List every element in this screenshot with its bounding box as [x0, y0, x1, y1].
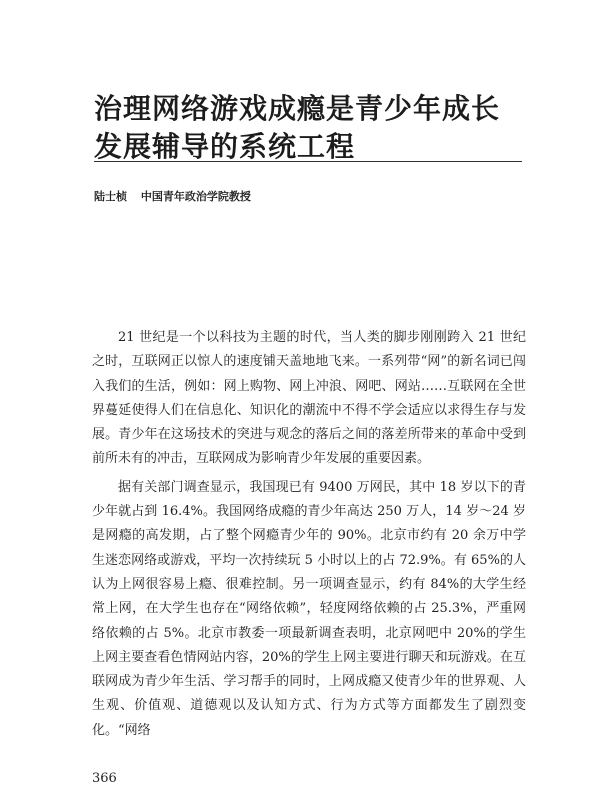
title-divider	[94, 161, 522, 162]
paragraph-2: 据有关部门调查显示，我国现已有 9400 万网民，其中 18 岁以下的青少年就占到 16.4%。我国网络成瘾的青少年高达 250 万人，14 岁～24 岁是网瘾的高发期，占了整个网瘾青少年的 90%。北京市约有 20 余万中学生迷恋网络或游戏，平均一次持续玩 5 小时以上的占 72.9%。有 65%的人认为上网很容易上瘾、很难控制。另一项调查显示，约有 84%的大学生经常上网，在大学生也存在“网络依赖”，轻度网络依赖的占 25.3%，严重网络依赖的占 5%。北京市教委一项最新调查表明，北京网吧中 20%的学生上网主要查看色情网站内容，20%的学生上网主要进行聊天和玩游戏。在互联网成为青少年生活、学习帮手的同时，上网成瘾又使青少年的世界观、人生观、价值观、道德观以及认知方式、行为方式等方面都发生了剧烈变化。“网络	[92, 479, 526, 738]
paragraph-1: 21 世纪是一个以科技为主题的时代，当人类的脚步刚刚跨入 21 世纪之时，互联网正以惊人的速度铺天盖地地飞来。一系列带“网”的新名词已闯入我们的生活，例如：网上购物、网上冲浪、网吧、网站……互联网在全世界蔓延使得人们在信息化、知识化的潮流中不得不学会适应以求得生存与发展。青少年在这场技术的突进与观念的落后之间的落差所带来的革命中受到前所未有的冲击，互联网成为影响青少年发展的重要因素。	[92, 330, 526, 467]
author-name: 陆士桢	[94, 190, 127, 203]
title-line-1: 治理网络游戏成瘾是青少年成长	[94, 92, 501, 125]
byline	[94, 188, 251, 204]
article-title	[94, 90, 534, 166]
page-number: 366	[92, 771, 117, 786]
article-body	[92, 326, 526, 743]
title-line-2: 发展辅导的系统工程	[94, 130, 356, 163]
author-affiliation: 中国青年政治学院教授	[140, 190, 251, 203]
